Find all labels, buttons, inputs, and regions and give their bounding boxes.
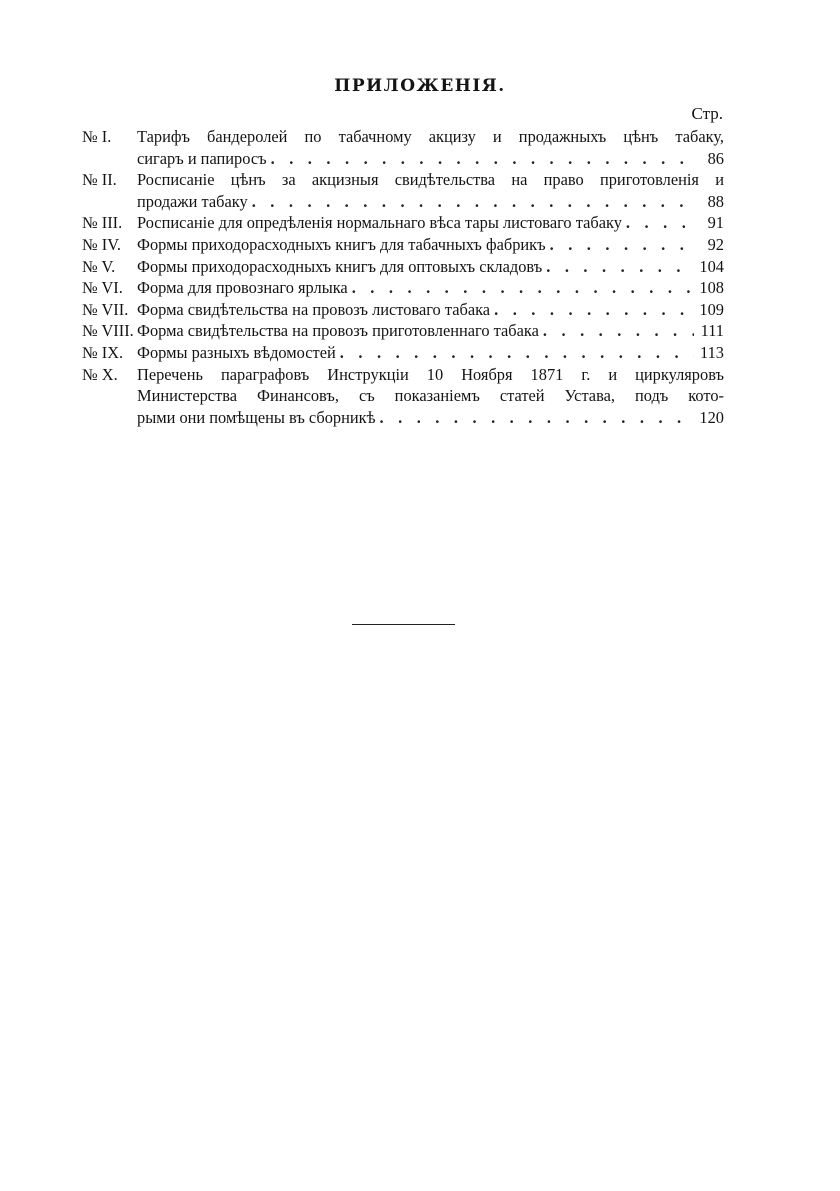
entry-last-line <box>137 212 724 234</box>
toc-entry <box>82 342 724 364</box>
toc-entry <box>82 234 724 256</box>
entry-line: Формы разныхъ вѣдомостей <box>137 342 336 362</box>
entry-line: Форма свидѣтельства на провозъ листоваго табака <box>137 299 491 319</box>
dot-leader <box>546 256 694 278</box>
entry-page: 88 <box>707 191 724 211</box>
dot-leader <box>543 320 694 342</box>
entry-page: 120 <box>699 407 724 427</box>
toc-entry <box>82 364 724 429</box>
entry-page: 92 <box>707 234 724 254</box>
entry-body <box>137 364 724 429</box>
entry-last-line <box>137 191 724 213</box>
entry-page: 111 <box>700 321 724 341</box>
dot-leader <box>626 212 694 234</box>
horizontal-rule <box>352 624 455 625</box>
entry-page: 113 <box>700 342 724 362</box>
entry-last-line <box>137 320 724 342</box>
entry-body <box>137 277 724 299</box>
entry-body <box>137 320 724 342</box>
toc-entry <box>82 169 724 212</box>
entry-line: Росписаніе цѣнъ за акцизныя свидѣтельства на право приготовленія и <box>137 170 724 190</box>
page-title: ПРИЛОЖЕНІЯ. <box>334 76 506 96</box>
entry-number: № III. <box>82 213 123 233</box>
entry-line: Форма для провознаго ярлыка <box>137 278 348 298</box>
toc-entry <box>82 277 724 299</box>
dot-leader <box>352 277 694 299</box>
entry-last-line <box>137 407 724 429</box>
dot-leader <box>494 299 694 321</box>
toc-entry <box>82 256 724 278</box>
entry-last-line <box>137 277 724 299</box>
entry-line: Тарифъ бандеролей по табачному акцизу и продажныхъ цѣнъ табаку, <box>137 127 724 146</box>
toc-entry <box>82 320 724 342</box>
entry-page: 108 <box>699 278 724 298</box>
entry-page: 91 <box>707 213 724 233</box>
entry-line: Форма свидѣтельства на провозъ приготовленнаго табака <box>137 321 539 341</box>
dot-leader <box>252 191 694 213</box>
entry-number: № IV. <box>82 234 122 254</box>
entry-line: продажи табаку <box>137 191 248 211</box>
entry-body <box>137 126 724 169</box>
entry-body <box>137 299 724 321</box>
entry-line: Росписаніе для опредѣленія нормальнаго вѣса тары листоваго табаку <box>137 213 622 233</box>
entry-last-line <box>137 234 724 256</box>
entry-line: Министерства Финансовъ, съ показаніемъ статей Устава, подъ кото- <box>137 386 724 406</box>
entry-page: 109 <box>699 299 724 319</box>
entry-line: Формы приходорасходныхъ книгъ для табачныхъ фабрикъ <box>137 234 546 254</box>
entry-body <box>137 234 724 256</box>
entry-number: № X. <box>82 364 118 384</box>
entry-number: № VIII. <box>82 321 134 341</box>
entry-last-line <box>137 342 724 364</box>
entry-number: № V. <box>82 256 116 276</box>
entry-line: Перечень параграфовъ Инструкціи 10 Ноября 1871 г. и циркуляровъ <box>137 364 724 384</box>
entry-line: сигаръ и папиросъ <box>137 148 267 168</box>
dot-leader <box>271 148 694 170</box>
entry-line: рыми они помѣщены въ сборникѣ <box>137 407 376 427</box>
table-of-contents <box>82 126 724 428</box>
entry-page: 104 <box>699 256 724 276</box>
entry-number: № VII. <box>82 299 129 319</box>
entry-number: № VI. <box>82 278 123 298</box>
dot-leader <box>550 234 694 256</box>
entry-body <box>137 342 724 364</box>
dot-leader <box>340 342 694 364</box>
toc-entry <box>82 126 724 169</box>
entry-body <box>137 256 724 278</box>
entry-last-line <box>137 299 724 321</box>
entry-page: 86 <box>707 148 724 168</box>
entry-last-line <box>137 256 724 278</box>
entry-last-line <box>137 148 724 170</box>
dot-leader <box>380 407 694 429</box>
toc-entry <box>82 299 724 321</box>
entry-number: № I. <box>82 127 112 146</box>
entry-body <box>137 169 724 212</box>
entry-line: Формы приходорасходныхъ книгъ для оптовыхъ складовъ <box>137 256 543 276</box>
toc-entry <box>82 212 724 234</box>
page-column-label: Стр. <box>691 104 723 123</box>
entry-body <box>137 212 724 234</box>
entry-number: № IX. <box>82 342 124 362</box>
entry-number: № II. <box>82 170 117 190</box>
